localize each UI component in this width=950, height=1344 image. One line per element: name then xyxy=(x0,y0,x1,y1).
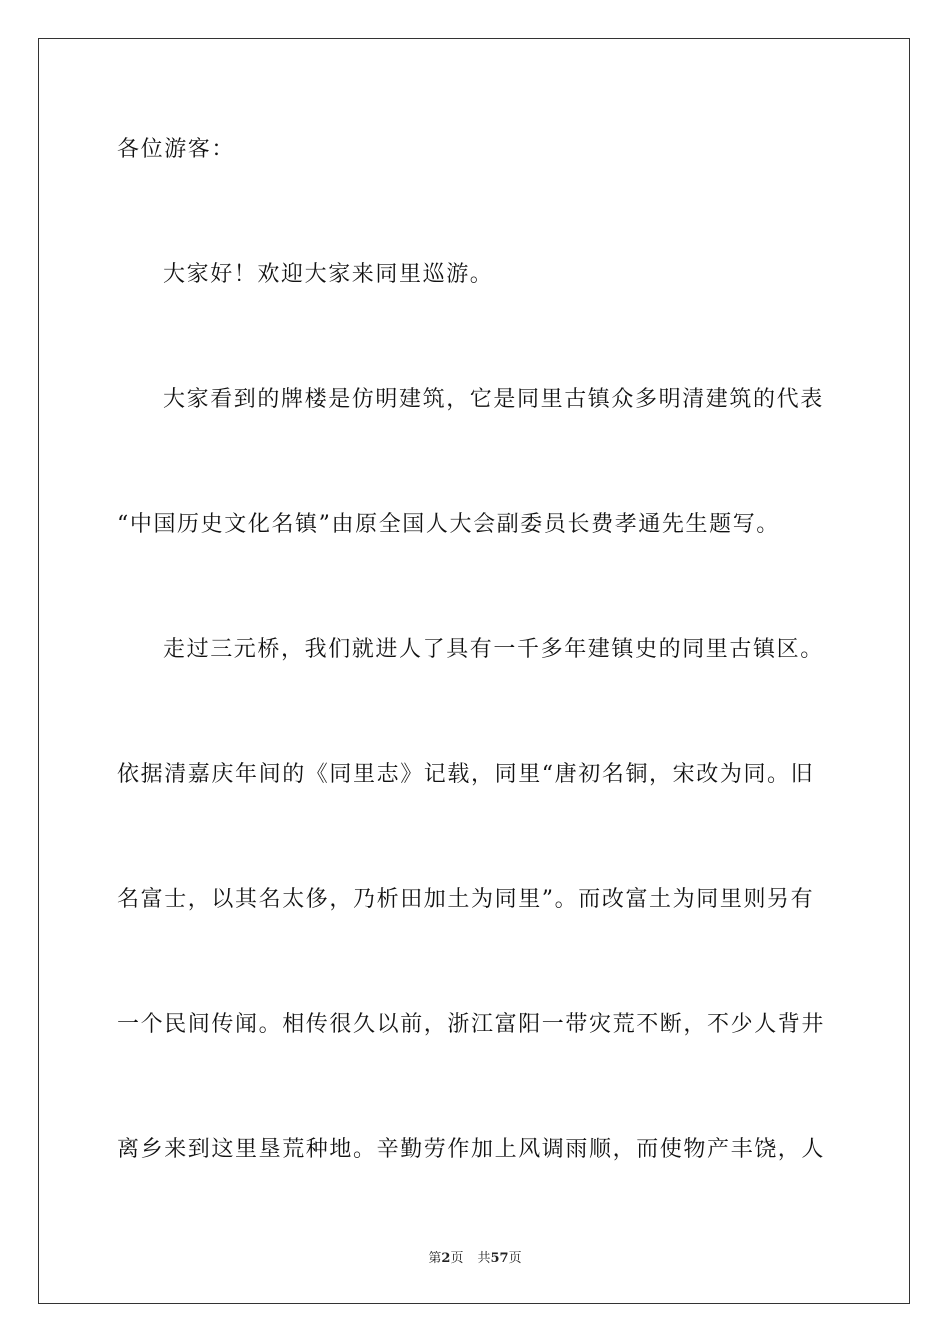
paragraph-line: 依据清嘉庆年间的《同里志》记载，同里“唐初名铜，宋改为同。旧 xyxy=(117,762,815,787)
page-footer xyxy=(0,1247,950,1266)
paragraph-line: 大家看到的牌楼是仿明建筑，它是同里古镇众多明清建筑的代表 xyxy=(163,387,824,412)
page-prefix: 第 xyxy=(428,1251,442,1266)
paragraph-line: 名富士，以其名太侈，乃析田加土为同里”。而改富土为同里则另有 xyxy=(117,887,815,912)
salutation-line: 各位游客： xyxy=(117,137,236,162)
total-prefix: 共 xyxy=(477,1251,491,1266)
paragraph-line-greeting: 大家好！欢迎大家来同里巡游。 xyxy=(163,262,494,287)
page-number: 2 xyxy=(441,1251,451,1266)
page-border xyxy=(38,38,910,1304)
total-pages: 57 xyxy=(490,1251,509,1266)
total-suffix: 页 xyxy=(508,1251,522,1266)
paragraph-line: 离乡来到这里垦荒种地。辛勤劳作加上风调雨顺，而使物产丰饶，人 xyxy=(117,1137,826,1162)
paragraph-line: 一个民间传闻。相传很久以前，浙江富阳一带灾荒不断，不少人背井 xyxy=(117,1012,826,1037)
paragraph-line: “中国历史文化名镇”由原全国人大会副委员长费孝通先生题写。 xyxy=(117,512,780,537)
paragraph-line: 走过三元桥，我们就进人了具有一千多年建镇史的同里古镇区。 xyxy=(163,637,824,662)
page-suffix: 页 xyxy=(450,1251,464,1266)
